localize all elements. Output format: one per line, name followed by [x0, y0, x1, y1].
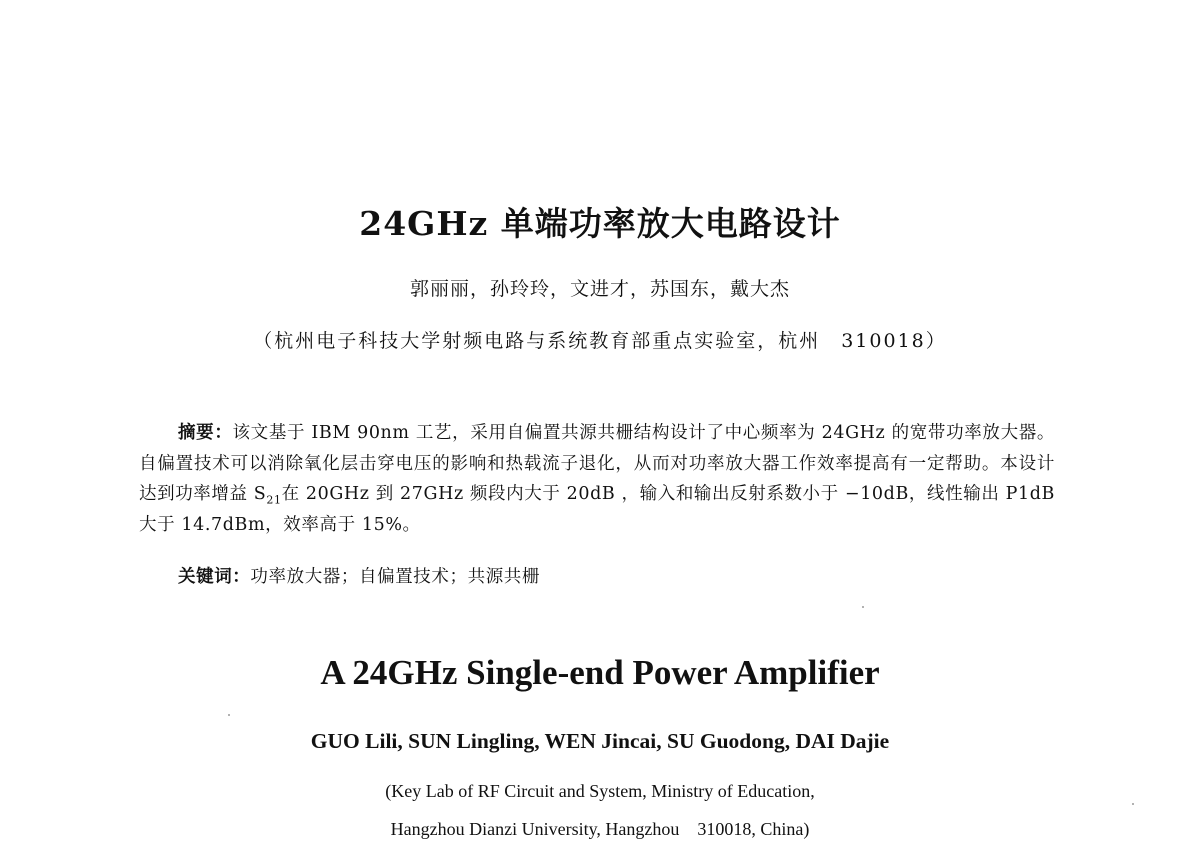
- english-title: A 24GHz Single-end Power Amplifier: [320, 653, 880, 692]
- abstract-label: 摘要：: [178, 423, 233, 443]
- english-authors: GUO Lili, SUN Lingling, WEN Jincai, SU Guodong, DAI Dajie: [310, 729, 890, 753]
- scan-speck: [862, 606, 864, 608]
- scan-speck: [1132, 803, 1134, 805]
- abstract-text-part2: 在 20GHz 到 27GHz 频段内大于 20dB ，输入和输出反射系数小于 −10dB，线性输出 P1dB 大于 14.7dBm，效率高于 15%。: [139, 484, 1055, 535]
- keywords-text: 功率放大器；自偏置技术；共源共栅: [250, 567, 541, 587]
- chinese-title: 24GHz 单端功率放大电路设计: [359, 204, 841, 243]
- chinese-affiliation: （杭州电子科技大学射频电路与系统教育部重点实验室，杭州 310018）: [253, 330, 947, 352]
- abstract-subscript: 21: [266, 493, 282, 507]
- keywords-label: 关键词：: [178, 567, 251, 587]
- english-affiliation-line2: Hangzhou Dianzi University, Hangzhou 310018, China): [390, 819, 810, 839]
- english-affiliation-line1: (Key Lab of RF Circuit and System, Ministry of Education,: [385, 781, 815, 801]
- scan-speck: [228, 714, 230, 716]
- abstract-text-part1: 该文基于 IBM 90nm 工艺，采用自偏置共源共栅结构设计了中心频率为 24GHz 的宽带功率放大器。自偏置技术可以消除氧化层击穿电压的影响和热载流子退化，从而对功率放大器工作效率提高有一定帮助。本设计达到功率增益 S: [139, 423, 1055, 504]
- chinese-authors: 郭丽丽，孙玲玲，文进才，苏国东，戴大杰: [409, 278, 790, 300]
- chinese-abstract: [139, 418, 1055, 540]
- chinese-keywords: [178, 563, 540, 588]
